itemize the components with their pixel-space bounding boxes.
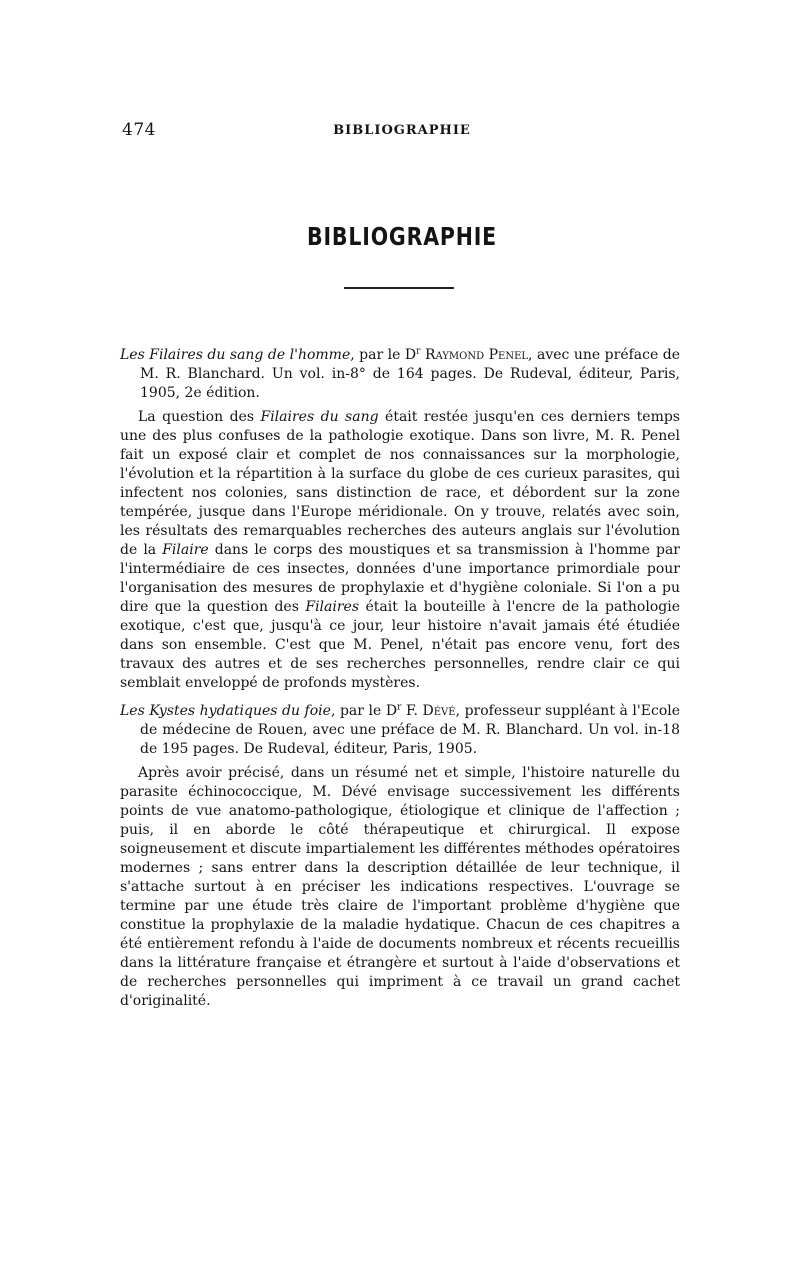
- summary-text: dans le corps des moustiques et sa transmission à l'homme par l'intermédiaire de ces insectes, données d'une importance primordiale pour l'organisation des mesures de prophylaxie et d'hygiène coloniale. Si l'on a pu dire que la question des: [120, 542, 680, 615]
- review-entry: [120, 702, 680, 1011]
- summary-emphasis: Filaires du sang: [260, 409, 379, 425]
- author-name: Raymond Penel: [424, 347, 529, 363]
- summary-text: était restée jusqu'en ces derniers temps une des plus confuses de la pathologie exotique. Dans son livre, M. R. Penel fait un exposé clair et complet de nos connaissances sur la morphologie, l'évolution et la répartition à la surface du globe de ces curieux parasites, qui infectent nos colonies, sans distinction de race, et débordent sur la zone tempérée, jusque dans l'Europe méridionale. On y trouve, relatés avec soin, les résultats des remarquables recherches des auteurs anglais sur l'évolution de la: [120, 409, 680, 558]
- book-title: Les Filaires du sang de l'homme: [120, 347, 351, 363]
- running-head: [122, 120, 682, 144]
- reviews-list: [120, 346, 680, 1020]
- author-name: F. Dévé: [405, 703, 456, 719]
- review-summary: Après avoir précisé, dans un résumé net et simple, l'histoire naturelle du parasite échinococcique, M. Dévé envisage successivement les différents points de vue anatomo-pathologique, étiologique et clinique de l'affection ; puis, il en aborde le côté thérapeutique et chirurgical. Il expose soigneusement et discute impartialement les différentes méthodes opératoires modernes ; sans entrer dans la description détaillée de leur technique, il s'attache surtout à en préciser les indications respectives. L'ouvrage se termine par une étude très claire de l'important problème d'hygiène que constitue la prophylaxie de la maladie hydatique. Chacun de ces chapitres a été entièrement refondu à l'aide de documents nombreux et récents recueillis dans la littérature française et étrangère et surtout à l'aide d'observations et de recherches personnelles qui impriment à ce travail un grand cachet d'originalité.: [120, 765, 680, 1009]
- author-title-sup: r: [416, 346, 421, 357]
- summary-emphasis: Filaires: [305, 599, 360, 615]
- review-entry: [120, 346, 680, 693]
- page-number: 474: [122, 120, 156, 140]
- page-title: BIBLIOGRAPHIE: [307, 222, 497, 251]
- citation-details: , avec une préface de M. R. Blanchard. Un vol. in-8° de 164 pages. De Rudeval, éditeur, Paris, 1905, 2e édition.: [140, 347, 681, 401]
- citation-by: , par le D: [330, 703, 398, 719]
- book-citation: [120, 346, 680, 403]
- summary-text: La question des: [138, 409, 261, 425]
- title-divider: [344, 287, 454, 289]
- author-title-sup: r: [397, 702, 402, 713]
- book-title: Les Kystes hydatiques du foie: [120, 703, 331, 719]
- review-summary: [120, 408, 680, 693]
- citation-details: , professeur suppléant à l'Ecole de médecine de Rouen, avec une préface de M. R. Blanchard. Un vol. in-18 de 195 pages. De Rudeval, éditeur, Paris, 1905.: [140, 703, 681, 757]
- book-citation: [120, 702, 680, 759]
- running-title: BIBLIOGRAPHIE: [333, 123, 471, 138]
- summary-emphasis: Filaire: [162, 542, 209, 558]
- summary-text: était la bouteille à l'encre de la pathologie exotique, c'est que, jusqu'à ce jour, leur histoire n'avait jamais été étudiée dans son ensemble. C'est que M. Penel, n'était pas encore venu, fort des travaux des autres et de ses recherches personnelles, rendre clair ce qui semblait enveloppé de profonds mystères.: [120, 599, 680, 691]
- citation-by: , par le D: [350, 347, 417, 363]
